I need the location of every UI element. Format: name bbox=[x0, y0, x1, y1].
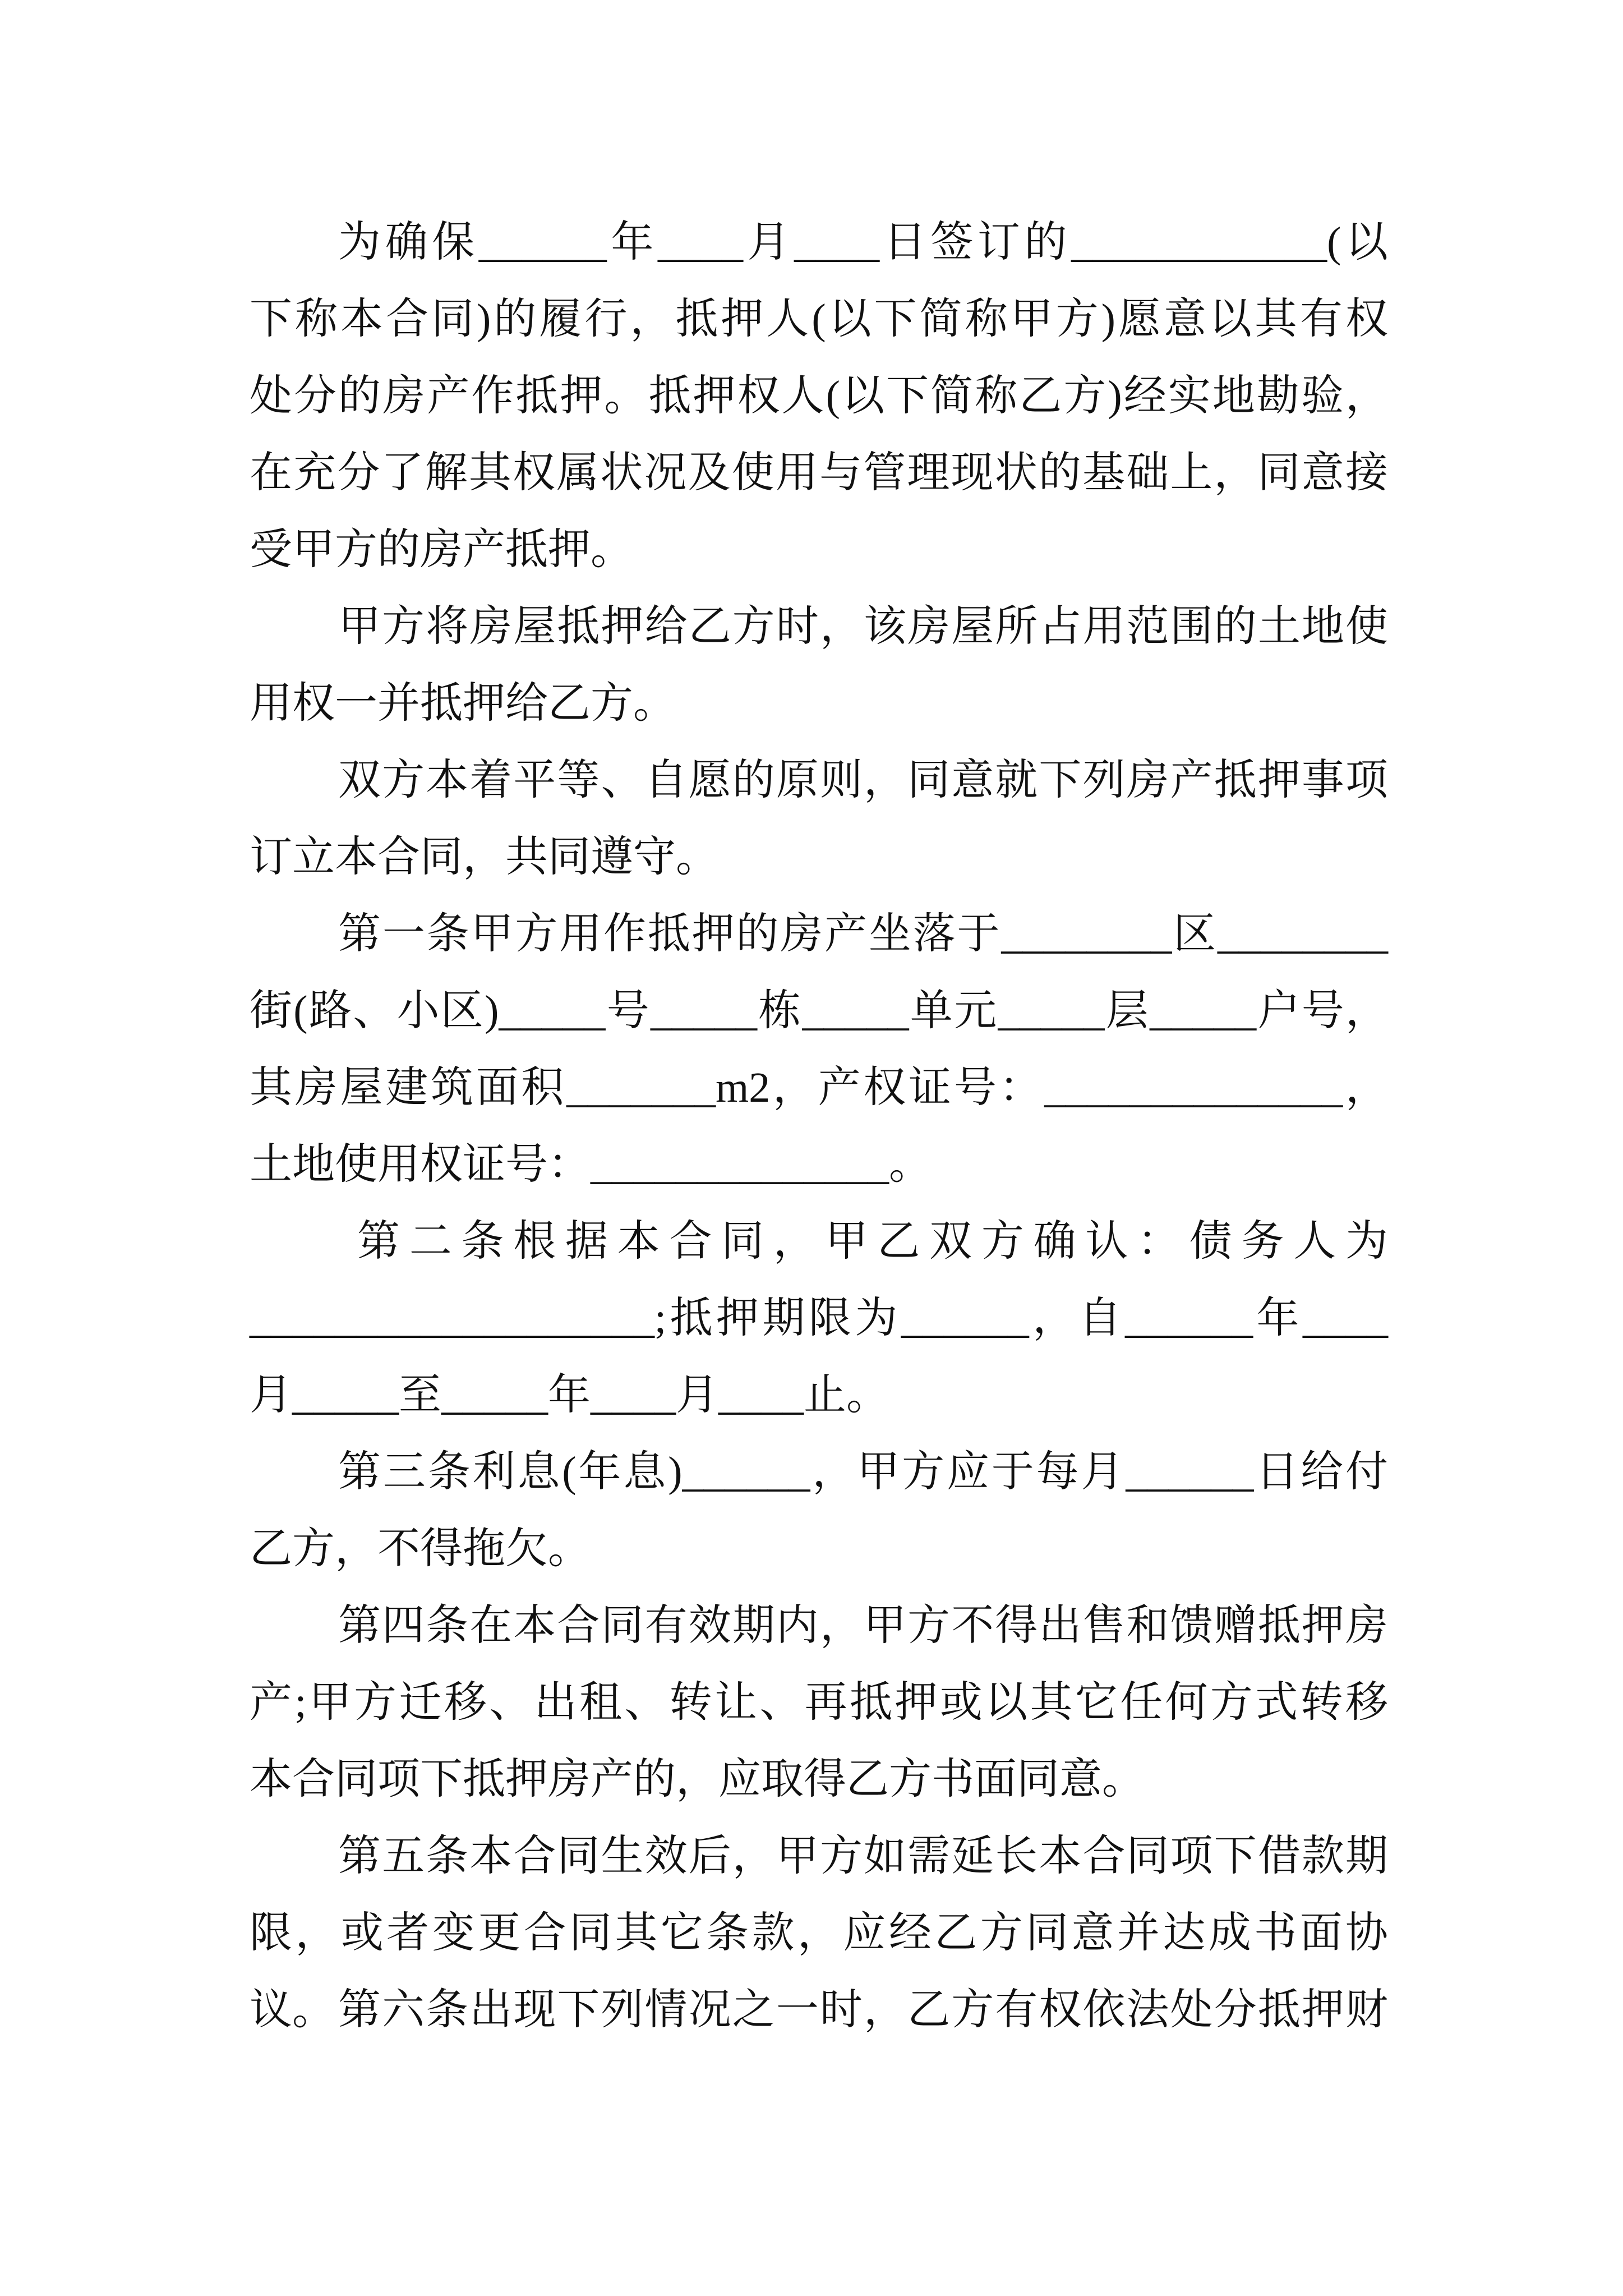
text-line: 本合同项下抵押房产的，应取得乙方书面同意。 bbox=[250, 1756, 1145, 1803]
text-line: 其房屋建筑面积_______m2，产权证号：______________， bbox=[250, 1064, 1388, 1111]
text-line: 双方本着平等、自愿的原则，同意就下列房产抵押事项 bbox=[338, 757, 1388, 804]
clause-2 bbox=[250, 1203, 1388, 1434]
clause-4 bbox=[250, 1588, 1388, 1818]
paragraph-land-use bbox=[250, 588, 1388, 742]
text-line: 限，或者变更合同其它条款，应经乙方同意并达成书面协议。 bbox=[250, 1910, 1388, 2033]
text-line: 下称本合同)的履行，抵押人(以下简称甲方)愿意以其有权 bbox=[250, 296, 1388, 343]
text-line: 第四条在本合同有效期内，甲方不得出售和馈赠抵押房 bbox=[338, 1602, 1388, 1649]
text-line: ___________________;抵押期限为______，自______年____ bbox=[250, 1295, 1388, 1342]
text-line: 土地使用权证号：______________。 bbox=[250, 1141, 932, 1188]
clause-3 bbox=[250, 1434, 1388, 1588]
text-line: 甲方将房屋抵押给乙方时，该房屋所占用范围的土地使 bbox=[338, 603, 1388, 650]
text-line: 订立本合同，共同遵守。 bbox=[250, 834, 718, 881]
text-line: 处分的房产作抵押。抵押权人(以下简称乙方)经实地勘验， bbox=[250, 372, 1388, 420]
paragraph-principle bbox=[250, 742, 1388, 896]
text-line: 月_____至_____年____月____止。 bbox=[250, 1372, 889, 1419]
text-line: 第六条出现下列情况之一时，乙方有权依法处分抵押财 bbox=[338, 1986, 1388, 2033]
clause-1 bbox=[250, 896, 1388, 1203]
text-line: 街(路、小区)_____号_____栋_____单元_____层_____户号， bbox=[250, 987, 1388, 1034]
paragraph-preamble bbox=[250, 204, 1388, 588]
text-line: 为确保______年____月____日签订的____________(以 bbox=[338, 219, 1388, 266]
text-line: 用权一并抵押给乙方。 bbox=[250, 680, 676, 727]
text-line: 乙方，不得拖欠。 bbox=[250, 1525, 591, 1572]
text-line: 产;甲方迁移、出租、转让、再抵押或以其它任何方式转移 bbox=[250, 1679, 1388, 1726]
text-line: 第一条甲方用作抵押的房产坐落于________区________ bbox=[338, 910, 1388, 958]
text-line: 第三条利息(年息)______，甲方应于每月______日给付 bbox=[338, 1448, 1388, 1496]
text-line: 在充分了解其权属状况及使用与管理现状的基础上，同意接 bbox=[250, 449, 1388, 496]
clause-6 bbox=[250, 1972, 1388, 2049]
text-line: 受甲方的房产抵押。 bbox=[250, 526, 633, 573]
text-line: 第五条本合同生效后，甲方如需延长本合同项下借款期 bbox=[338, 1833, 1388, 1880]
text-line: 第二条根据本合同，甲乙双方确认：债务人为 bbox=[357, 1218, 1388, 1265]
document-body bbox=[250, 204, 1388, 2049]
